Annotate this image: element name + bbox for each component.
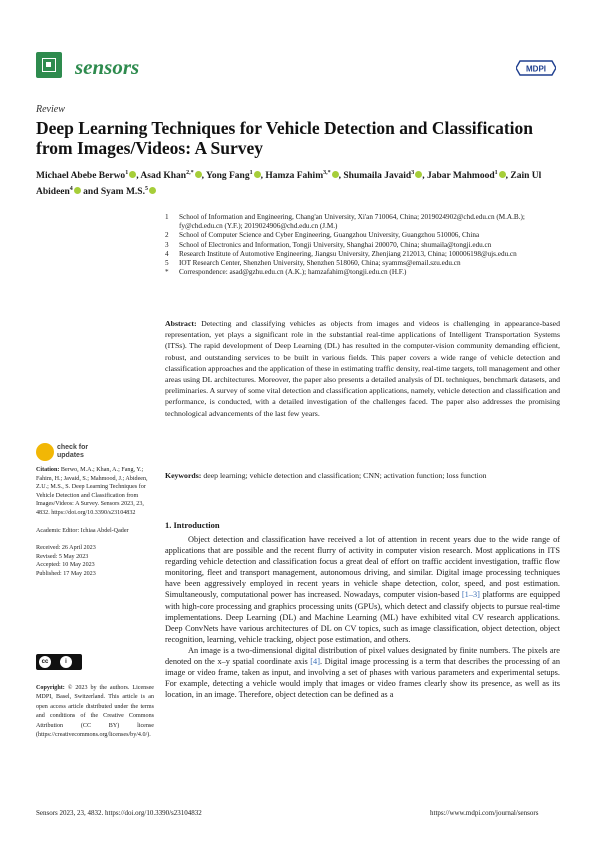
orcid-icon[interactable] (254, 171, 261, 178)
mdpi-logo[interactable] (516, 58, 556, 78)
paragraph: An image is a two-dimensional digital distribution of pixel values designated by finite numbers. The pixels are denoted on the x–y spatial coordinate axis [4]. Digital image processing is a term that describes the processing of an image or video frame, taken as input, and involving a set of phases with various parameters and experimental setups. For example, detecting a vehicle would imply that images or video frames clearly show its presence, as well as its location, in an image. Therefore, object detection can be defined as a (165, 645, 560, 700)
affiliation-number: 3 (165, 240, 169, 249)
affiliation-text: School of Information and Engineering, Chang'an University, Xi'an 710064, China; 2019024902@chd.edu.cn (M.A.B.); fy@chd.edu.cn (Y.F.); 2019024906@chd.edu.cn (J.M.) (179, 213, 525, 231)
cc-by-license-badge[interactable] (36, 654, 82, 670)
orcid-icon[interactable] (332, 171, 339, 178)
article-title: Deep Learning Techniques for Vehicle Detection and Classification from Images/Videos: A Survey (36, 118, 533, 158)
affiliation-text: School of Electronics and Information, Tongji University, Shanghai 200070, China; shumaila@tongji.edu.cn (179, 240, 492, 249)
paragraph: Object detection and classification have received a lot of attention in recent years due to the wide range of applications that are possible and the recent flurry of activity in computer vision research. Most applications in ITS regarding vehicle detection and classification focus a great deal of effort on traffic accident investigation, traffic flow monitoring, fleet and transport management, autonomous driving, and similar. Digital image processing techniques have been aggressively employed in recent years in vehicle shape detection, color, speed, and post estimation. Simultaneously, computational power has increased. Nowadays, computer vision-based [1–3] platforms are equipped with high-core processing and graphics processing units (GPUs), which detect and classify objects to pursue real-time implementations. Deep Learning (DL) and Machine Learning (ML) have exhibited vital CV research applications. Deep ConvNets have various architectures of DL on CV topics, such as image classification, object detection, object recognition, learning, vehicle tracking, object pose estimation, and others. (165, 535, 560, 644)
article-type: Review (36, 104, 65, 115)
copyright-label: Copyright: (36, 685, 65, 691)
author-list: Michael Abebe Berwo$^1$ , Asad Khan$^{2,*}$ , Yong Fang$^1$ , Hamza Fahim$^{3,*}$ , Shumaila Javaid$^3$ , Jabar Mahmood$^1$ , Zain Ul Abideen$^4$ and Syam M.S.$^5$ (36, 170, 542, 198)
mdpi-label: MDPI (526, 64, 546, 74)
keywords-text: deep learning; vehicle detection and classification; CNN; activation function; loss function (203, 471, 487, 480)
accepted-date: Accepted: 10 May 2023 (36, 562, 95, 569)
author-affiliation-sup: 2,* (186, 170, 194, 176)
citation-label: Citation: (36, 467, 60, 473)
author-affiliation-sup: 1 (125, 170, 129, 176)
orcid-icon[interactable] (129, 171, 136, 178)
author-name: Hamza Fahim (265, 171, 324, 182)
orcid-icon[interactable] (74, 187, 81, 194)
affiliation-number: 5 (165, 259, 169, 268)
affiliation-text: School of Computer Science and Cyber Engineering, Guangzhou University, Guangzhou 510006, China (179, 231, 480, 240)
copyright-text: © 2023 by the authors. Licensee MDPI, Basel, Switzerland. This article is an open access article distributed under the terms and conditions of the Creative Commons Attribution (CC BY) license (https://creativecommons.org/licenses/by/4.0/). (36, 685, 154, 739)
check-updates-icon (36, 443, 54, 461)
affiliation-item (165, 213, 560, 231)
footer-doi[interactable]: Sensors 2023, 23, 4832. https://doi.org/10.3390/s23104832 (36, 809, 202, 817)
revised-date: Revised: 5 May 2023 (36, 553, 89, 560)
footer-journal-url[interactable]: https://www.mdpi.com/journal/sensors (430, 809, 539, 817)
keywords (165, 470, 560, 481)
body-text (165, 534, 560, 700)
orcid-icon[interactable] (499, 171, 506, 178)
citation-link[interactable]: [4] (310, 657, 320, 667)
affiliation-text: Correspondence: asad@gzhu.edu.cn (A.K.); hamzafahim@tongji.edu.cn (H.F.) (179, 268, 407, 277)
citation-link[interactable]: [1–3] (461, 590, 480, 600)
author-affiliation-sup: 3 (411, 170, 415, 176)
affiliation-number: 1 (165, 213, 169, 221)
affiliation-number: 2 (165, 231, 169, 240)
author-name: Asad Khan (140, 171, 187, 182)
affiliation-item (165, 231, 560, 240)
affiliation-item (165, 268, 560, 277)
check-updates-label: check for updates (57, 444, 89, 459)
keywords-label: Keywords: (165, 471, 202, 480)
journal-name[interactable]: sensors (75, 55, 140, 79)
orcid-icon[interactable] (195, 171, 202, 178)
sidebar-info (36, 466, 154, 579)
author-name: Syam M.S. (100, 187, 145, 198)
published-date: Published: 17 May 2023 (36, 570, 96, 577)
author-name: Zain Ul Abideen (36, 171, 542, 198)
journal-logo (36, 52, 62, 78)
author-name: Jabar Mahmood (426, 171, 495, 182)
author-name: Yong Fang (206, 171, 250, 182)
cc-icon: cc (39, 656, 51, 668)
author-affiliation-sup: 5 (144, 186, 148, 193)
check-for-updates-button[interactable] (36, 443, 116, 465)
affiliation-number: * (165, 268, 169, 277)
abstract-text: Detecting and classifying vehicles as objects from images and videos is challenging in appearance-based representation, yet plays a significant role in the substantial real-time applications of Intelligent Transportation Systems (ITSs). The rapid development of Deep Learning (DL) has resulted in the computer-vision community demanding efficient, robust, and outstanding services to be built in various fields. This paper covers a wide range of vehicle detection and classification approaches and the application of these in estimating traffic density, real-time targets, toll management and other areas using DL architectures. Moreover, the paper also presents a detailed analysis of DL techniques, benchmark datasets, and preliminaries. A survey of some vital detection and classification applications, namely, vehicle detection and classification and performance, is conducted, with a detailed investigation of the challenges faced. The paper also addresses the promising technological advancements of the last few years. (165, 319, 560, 418)
affiliation-text: Research Institute of Automotive Engineering, Jiangsu University, Zhenjiang 212013, China; 100006198@ujs.edu.cn (179, 249, 517, 258)
by-icon: i (60, 656, 72, 668)
author-affiliation-sup: 3,* (323, 170, 331, 176)
received-date: Received: 26 April 2023 (36, 545, 96, 552)
orcid-icon[interactable] (415, 171, 422, 178)
author-name: Michael Abebe Berwo (36, 171, 126, 182)
abstract (165, 318, 560, 419)
affiliation-item (165, 241, 560, 250)
author-affiliation-sup: 4 (69, 186, 73, 193)
affiliation-text: IOT Research Center, Shenzhen University, Shenzhen 518060, China; syamms@email.szu.edu.cn (179, 259, 461, 268)
copyright-notice (36, 684, 154, 740)
affiliation-item (165, 259, 560, 268)
author-affiliation-sup: 1 (249, 170, 253, 176)
academic-editor: Academic Editor: Ichiaa Abdel-Qader (36, 527, 129, 534)
section-heading: 1. Introduction (165, 520, 220, 530)
citation-text[interactable]: Berwo, M.A.; Khan, A.; Fang, Y.; Fahim, H.; Javaid, S.; Mahmood, J.; Abideen, Z.U.; M.S., S. Deep Learning Techniques for Vehicle Detection and Classification from Images/Videos: A Survey. Sensors 2023, 23, 4832. https://doi.org/10.3390/s23104832 (36, 467, 148, 516)
affiliation-item (165, 250, 560, 259)
orcid-icon[interactable] (149, 187, 156, 194)
affiliation-number: 4 (165, 249, 169, 258)
affiliations (165, 213, 560, 277)
abstract-label: Abstract: (165, 319, 197, 328)
author-name: Shumaila Javaid (343, 171, 412, 182)
author-affiliation-sup: 1 (494, 170, 498, 176)
